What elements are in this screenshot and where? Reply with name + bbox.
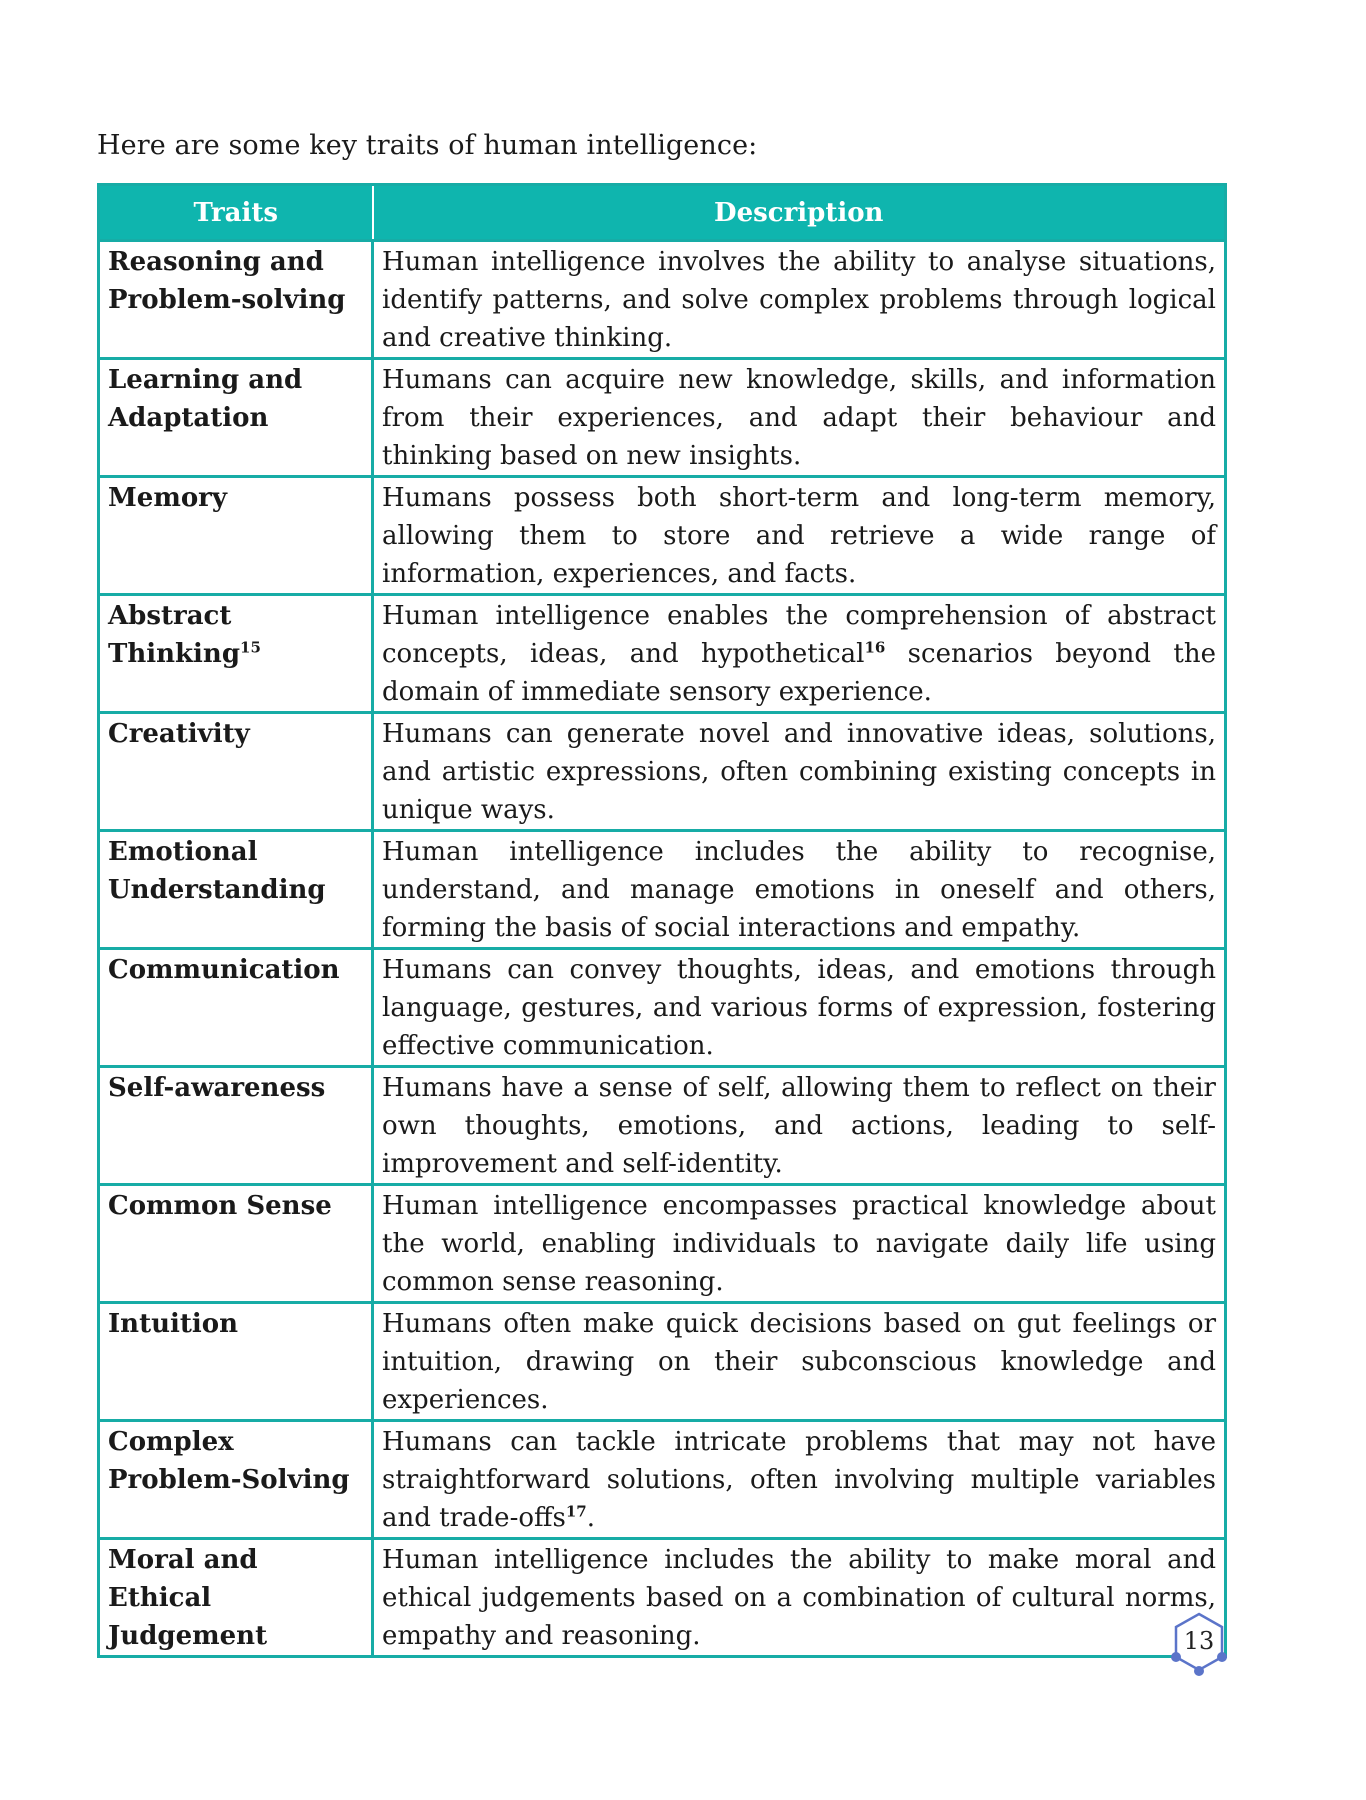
description-cell: Human intelligence includes the ability to make moral and ethical judgements based on a combination of cultural norms, empathy and reasoning.	[373, 1539, 1226, 1657]
trait-cell: Learning and Adaptation	[99, 359, 373, 477]
description-text: Humans can tackle intricate problems that may not have straightforward solutions, often involving multiple variables and trade-offs	[382, 1427, 1216, 1533]
header-description: Description	[373, 185, 1226, 241]
table-row	[99, 1539, 1226, 1657]
description-cell: Human intelligence encompasses practical knowledge about the world, enabling individuals to navigate daily life using common sense reasoning.	[373, 1185, 1226, 1303]
table-row	[99, 359, 1226, 477]
trait-cell: Reasoning and Problem-solving	[99, 241, 373, 359]
description-cell	[373, 595, 1226, 713]
table-row	[99, 595, 1226, 713]
table-row	[99, 477, 1226, 595]
description-cell: Humans often make quick decisions based on gut feelings or intuition, drawing on their subconscious knowledge and experiences.	[373, 1303, 1226, 1421]
table-row	[99, 1185, 1226, 1303]
trait-cell: Creativity	[99, 713, 373, 831]
table-row	[99, 949, 1226, 1067]
trait-cell: Moral and Ethical Judgement	[99, 1539, 373, 1657]
trait-cell: Intuition	[99, 1303, 373, 1421]
table-row	[99, 1421, 1226, 1539]
description-cell: Humans can generate novel and innovative ideas, solutions, and artistic expressions, often combining existing concepts in unique ways.	[373, 713, 1226, 831]
footnote-marker: 17	[565, 1502, 587, 1521]
description-text: .	[586, 1503, 595, 1533]
description-text: Human intelligence enables the comprehension of abstract concepts, ideas, and hypothetical	[382, 601, 1216, 669]
table-row	[99, 1303, 1226, 1421]
trait-cell: Communication	[99, 949, 373, 1067]
header-traits: Traits	[99, 185, 373, 241]
table-header-row	[99, 185, 1226, 241]
table-row	[99, 831, 1226, 949]
description-cell: Humans possess both short-term and long-term memory, allowing them to store and retrieve a wide range of information, experiences, and facts.	[373, 477, 1226, 595]
trait-cell: Common Sense	[99, 1185, 373, 1303]
trait-cell: Complex Problem-Solving	[99, 1421, 373, 1539]
description-cell	[373, 1421, 1226, 1539]
description-cell: Humans can convey thoughts, ideas, and emotions through language, gestures, and various forms of expression, fostering effective communication.	[373, 949, 1226, 1067]
description-cell: Human intelligence involves the ability to analyse situations, identify patterns, and solve complex problems through logical and creative thinking.	[373, 241, 1226, 359]
trait-label: Abstract Thinking	[108, 601, 241, 669]
description-cell: Human intelligence includes the ability to recognise, understand, and manage emotions in oneself and others, forming the basis of social interactions and empathy.	[373, 831, 1226, 949]
table-row	[99, 1067, 1226, 1185]
trait-cell: Memory	[99, 477, 373, 595]
page-number-badge	[1168, 1608, 1230, 1678]
page-number: 13	[1183, 1627, 1215, 1655]
table-row	[99, 713, 1226, 831]
description-cell: Humans can acquire new knowledge, skills, and information from their experiences, and adapt their behaviour and thinking based on new insights.	[373, 359, 1226, 477]
traits-table	[97, 183, 1227, 1658]
footnote-marker: 16	[864, 638, 886, 657]
trait-cell: Self-awareness	[99, 1067, 373, 1185]
description-cell: Humans have a sense of self, allowing them to reflect on their own thoughts, emotions, and actions, leading to self-improvement and self-identity.	[373, 1067, 1226, 1185]
footnote-marker: 15	[240, 638, 261, 657]
trait-cell: Emotional Understanding	[99, 831, 373, 949]
description-text: scenarios beyond the domain of immediate sensory experience.	[382, 639, 1216, 707]
intro-text: Here are some key traits of human intelligence:	[97, 130, 758, 161]
trait-cell	[99, 595, 373, 713]
table-row	[99, 241, 1226, 359]
